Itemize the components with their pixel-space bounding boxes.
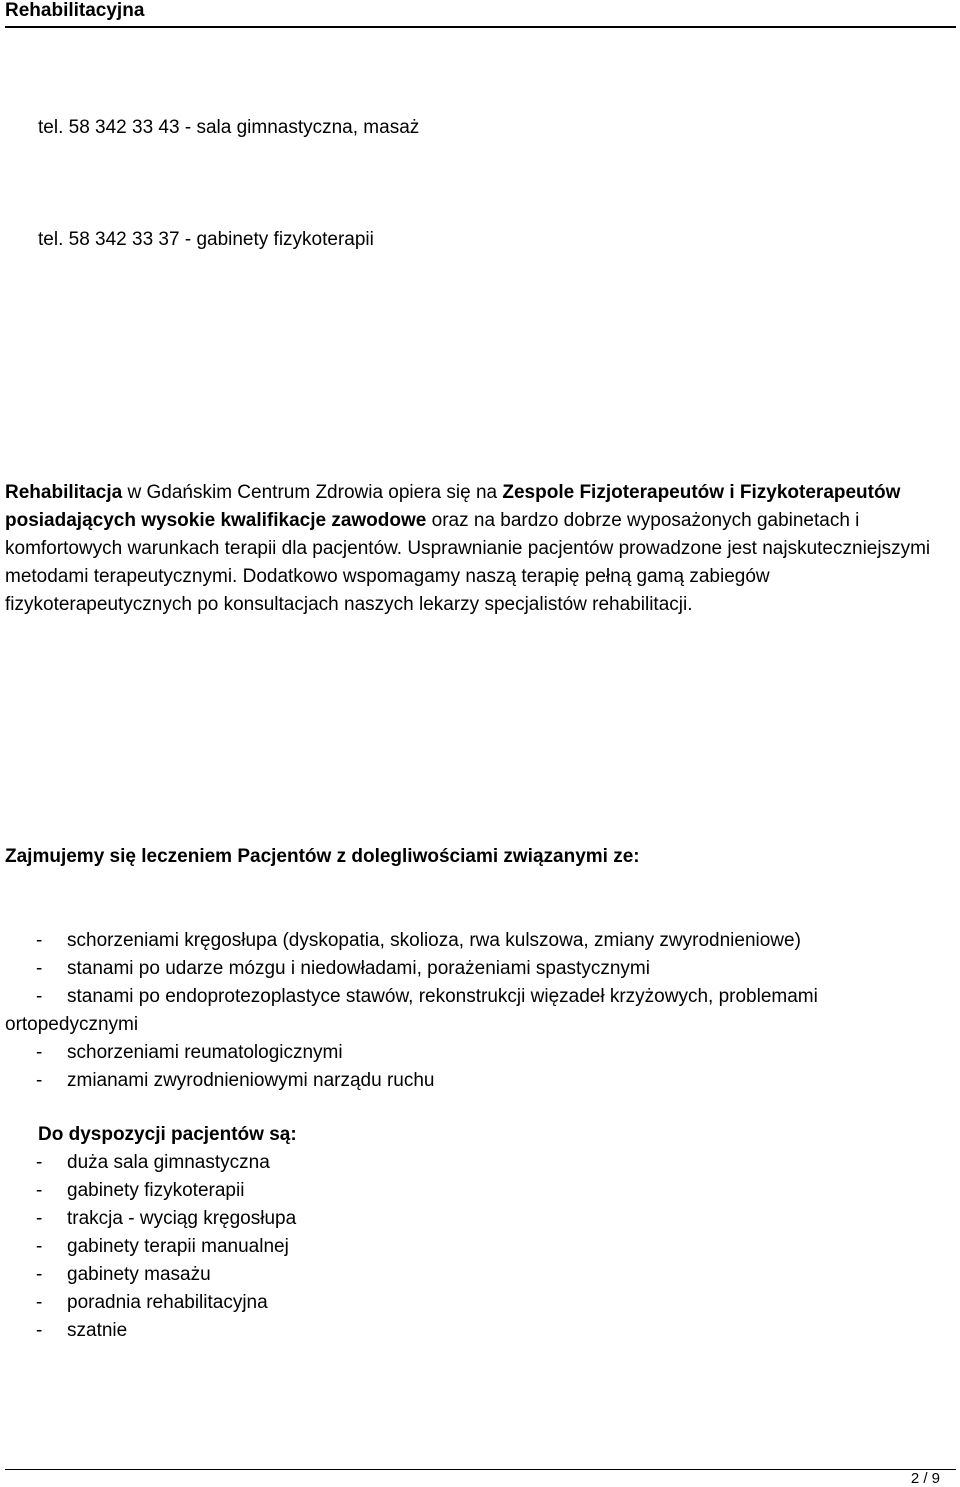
list-item	[5, 983, 955, 1039]
facilities-list	[5, 1149, 955, 1345]
list-item	[5, 1149, 955, 1177]
list-item	[5, 1177, 955, 1205]
list-item-text: trakcja - wyciąg kręgosłupa	[67, 1208, 297, 1229]
intro-team: Zespole Fizjoterapeutów i Fizykoterapeutów posiadających wysokie kwalifikacje zawodowe	[5, 482, 901, 531]
list-item	[5, 1039, 955, 1067]
list-item	[5, 927, 955, 955]
list-item-text: zmianami zwyrodnieniowymi narządu ruchu	[67, 1070, 435, 1091]
list-item-text: stanami po udarze mózgu i niedowładami, porażeniami spastycznymi	[67, 958, 650, 979]
list-item-text: gabinety fizykoterapii	[67, 1180, 245, 1201]
page-number: 2 / 9	[910, 1470, 940, 1487]
list-item-text: poradnia rehabilitacyjna	[67, 1292, 268, 1313]
phone-line-gym: tel. 58 342 33 43 - sala gimnastyczna, masaż	[38, 117, 420, 138]
list-item-text: stanami po endoprotezoplastyce stawów, rekonstrukcji więzadeł krzyżowych, problemami ortopedycznymi	[5, 986, 818, 1035]
list-item-text: schorzeniami kręgosłupa (dyskopatia, skolioza, rwa kulszowa, zmiany zwyrodnieniowe)	[67, 930, 801, 951]
list-dash: -	[36, 1208, 43, 1229]
list-item	[5, 1317, 955, 1345]
list-dash: -	[36, 958, 43, 979]
list-dash: -	[36, 1264, 43, 1285]
list-item	[5, 1067, 955, 1095]
list-dash: -	[36, 1236, 43, 1257]
list-dash: -	[36, 986, 43, 1007]
list-item-text: duża sala gimnastyczna	[67, 1152, 270, 1173]
phone-line-physiotherapy: tel. 58 342 33 37 - gabinety fizykoterapii	[38, 229, 374, 250]
intro-text-2: oraz na bardzo dobrze wyposażonych gabinetach i komfortowych warunkach terapii dla pacjentów. Usprawnianie pacjentów prowadzone jest najskuteczniejszymi metodami terapeutycznymi. Dodatkowo wspomagamy naszą terapię pełną gamą zabiegów fizykoterapeutycznych po konsultacjach naszych lekarzy specjalistów rehabilitacji.	[5, 510, 931, 615]
list-dash: -	[36, 930, 43, 951]
conditions-list	[5, 927, 955, 1095]
list-item-text: schorzeniami reumatologicznymi	[67, 1042, 343, 1063]
header-divider	[5, 26, 956, 28]
list-dash: -	[36, 1320, 43, 1341]
list-dash: -	[36, 1070, 43, 1091]
list-dash: -	[36, 1180, 43, 1201]
intro-lead: Rehabilitacja	[5, 482, 123, 503]
list-item	[5, 1233, 955, 1261]
document-header-title: Rehabilitacyjna	[5, 0, 145, 21]
conditions-heading: Zajmujemy się leczeniem Pacjentów z dolegliwościami związanymi ze:	[5, 846, 640, 867]
list-item	[5, 1289, 955, 1317]
list-item	[5, 1205, 955, 1233]
list-item	[5, 1261, 955, 1289]
list-dash: -	[36, 1042, 43, 1063]
intro-paragraph	[5, 479, 955, 619]
list-dash: -	[36, 1152, 43, 1173]
list-item	[5, 955, 955, 983]
footer-divider	[5, 1469, 956, 1470]
list-item-text: szatnie	[67, 1320, 128, 1341]
list-item-text: gabinety masażu	[67, 1264, 211, 1285]
intro-text-1: w Gdańskim Centrum Zdrowia opiera się na	[122, 482, 503, 503]
list-item-text: gabinety terapii manualnej	[67, 1236, 289, 1257]
facilities-heading: Do dyspozycji pacjentów są:	[38, 1124, 297, 1145]
list-dash: -	[36, 1292, 43, 1313]
